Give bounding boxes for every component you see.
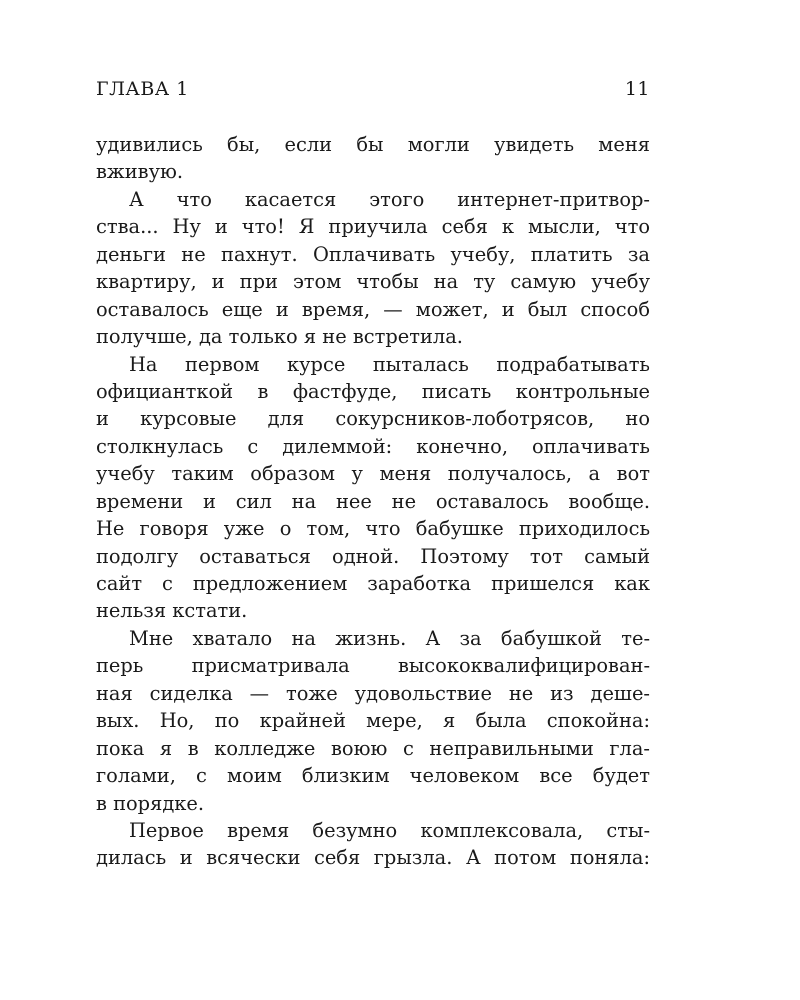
text-line: столкнулась с дилеммой: конечно, оплачивать: [96, 434, 650, 458]
text-line: учебу таким образом у меня получалось, а вот: [96, 462, 650, 486]
text-line: А что касается этого интернет-притвор-: [129, 187, 650, 211]
text-line: голами, с моим близким человеком все будет: [96, 764, 650, 788]
text-line: перь присматривала высококвалифицирован-: [96, 654, 650, 678]
text-line: деньги не пахнут. Оплачивать учебу, платить за: [96, 242, 650, 266]
text-line: и курсовые для сокурсников-лоботрясов, но: [96, 407, 650, 431]
text-line: оставалось еще и время, — может, и был способ: [96, 297, 650, 321]
text-line: вживую.: [96, 160, 184, 184]
text-line: удивились бы, если бы могли увидеть меня: [96, 133, 650, 156]
chapter-title: ГЛАВА 1: [96, 78, 189, 100]
running-head: [96, 78, 650, 104]
text-line: вых. Но, по крайней мере, я была спокойна:: [96, 709, 650, 733]
text-line: официанткой в фастфуде, писать контрольные: [96, 379, 650, 403]
text-line: пока я в колледже воюю с неправильными гла-: [96, 736, 650, 760]
text-line: в порядке.: [96, 791, 205, 815]
text-line: ная сиделка — тоже удовольствие не из деше-: [96, 681, 650, 705]
text-line: На первом курсе пыталась подрабатывать: [129, 352, 650, 376]
text-line: получше, да только я не встретила.: [96, 325, 463, 349]
text-line: Первое время безумно комплексовала, сты-: [129, 818, 650, 842]
text-line: квартиру, и при этом чтобы на ту самую учебу: [96, 270, 650, 294]
text-line: дилась и всячески себя грызла. А потом поняла:: [96, 846, 650, 870]
text-line: сайт с предложением заработка пришелся как: [96, 572, 650, 595]
text-line: времени и сил на нее не оставалось вообще.: [96, 489, 650, 513]
text-line: ства... Ну и что! Я приучила себя к мысли, что: [96, 215, 650, 239]
text-line: подолгу оставаться одной. Поэтому тот самый: [96, 544, 650, 568]
text-line: Не говоря уже о том, что бабушке приходилось: [96, 517, 650, 541]
body-text: [96, 131, 650, 872]
text-line: нельзя кстати.: [96, 599, 248, 623]
page-number: 11: [624, 78, 650, 100]
text-line: Мне хватало на жизнь. А за бабушкой те-: [129, 626, 650, 650]
